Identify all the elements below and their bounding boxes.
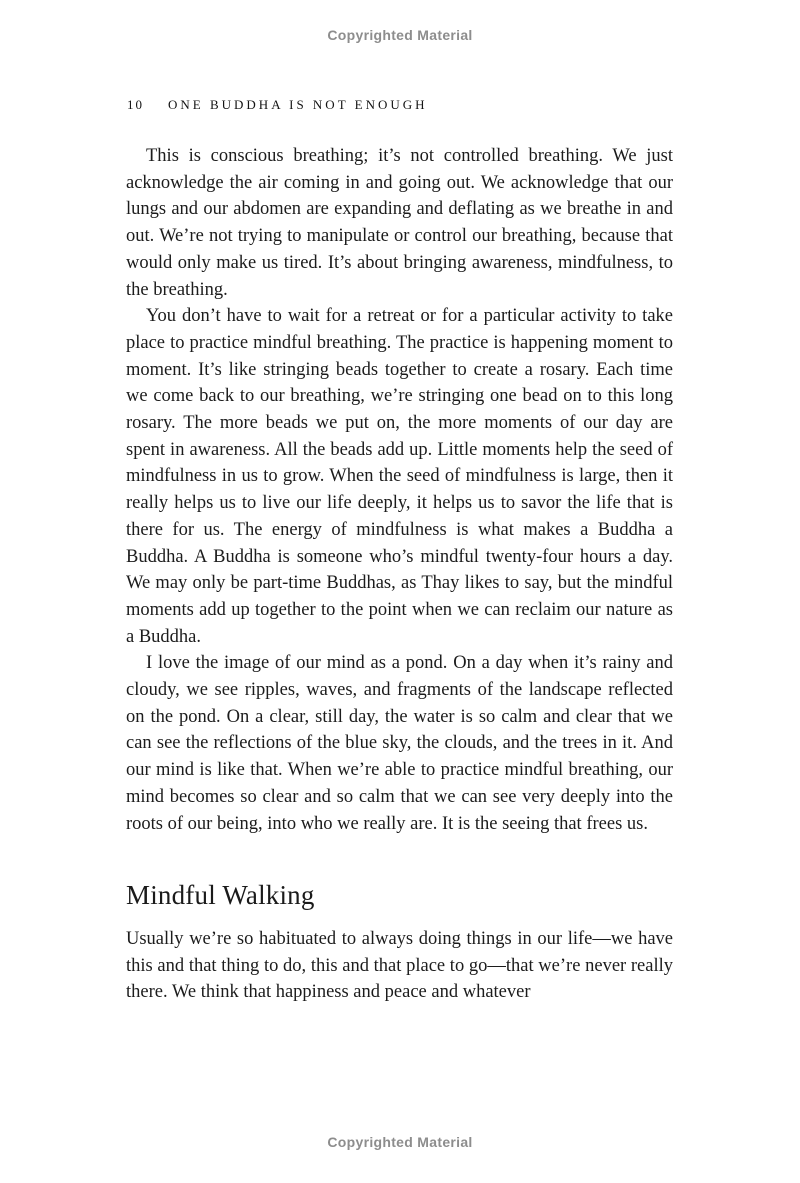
paragraph-stringing-beads: You don’t have to wait for a retreat or for a particular activity to take place to practice mindful breathing. The practice is happening moment to moment. It’s like stringing beads together to create a rosary. Each time we come back to our breathing, we’re stringing one bead on to this long rosary. The more beads we put on, the more moments of our day are spent in awareness. All the beads add up. Little moments help the seed of mindfulness in us to grow. When the seed of mindfulness is large, then it really helps us to live our life deeply, it helps us to savor the life that is there for us. The energy of mindfulness is what makes a Buddha a Buddha. A Buddha is someone who’s mindful twenty-four hours a day. We may only be part-time Buddhas, as Thay likes to say, but the mindful moments add up together to the point when we can reclaim our nature as a Buddha. [126,306,673,647]
body-text-column [126,143,673,1006]
running-header [127,97,428,113]
bottom-watermark: Copyrighted Material [327,1134,473,1150]
paragraph-mindful-walking-intro: Usually we’re so habituated to always doing things in our life—we have this and that thing to do, this and that place to go—that we’re never really there. We think that happiness and peace and whatever [126,928,673,1003]
section-heading-mindful-walking: Mindful Walking [126,880,315,911]
paragraph-mind-as-pond: I love the image of our mind as a pond. On a day when it’s rainy and cloudy, we see ripples, waves, and fragments of the landscape reflected on the pond. On a clear, still day, the water is so calm and clear that we can see the reflections of the blue sky, the clouds, and the trees in it. And our mind is like that. When we’re able to practice mindful breathing, our mind becomes so clear and so calm that we can see very deeply into the roots of our being, into who we really are. It is the seeing that frees us. [126,653,673,834]
top-watermark: Copyrighted Material [327,27,473,43]
page-number: 10 [127,97,144,112]
paragraph-conscious-breathing: This is conscious breathing; it’s not controlled breathing. We just acknowledge the air coming in and going out. We acknowledge that our lungs and our abdomen are expanding and deflating as we breathe in and out. We’re not trying to manipulate or control our breathing, because that would only make us tired. It’s about bringing awareness, mindfulness, to the breathing. [126,146,673,300]
running-title: ONE BUDDHA IS NOT ENOUGH [168,97,428,112]
